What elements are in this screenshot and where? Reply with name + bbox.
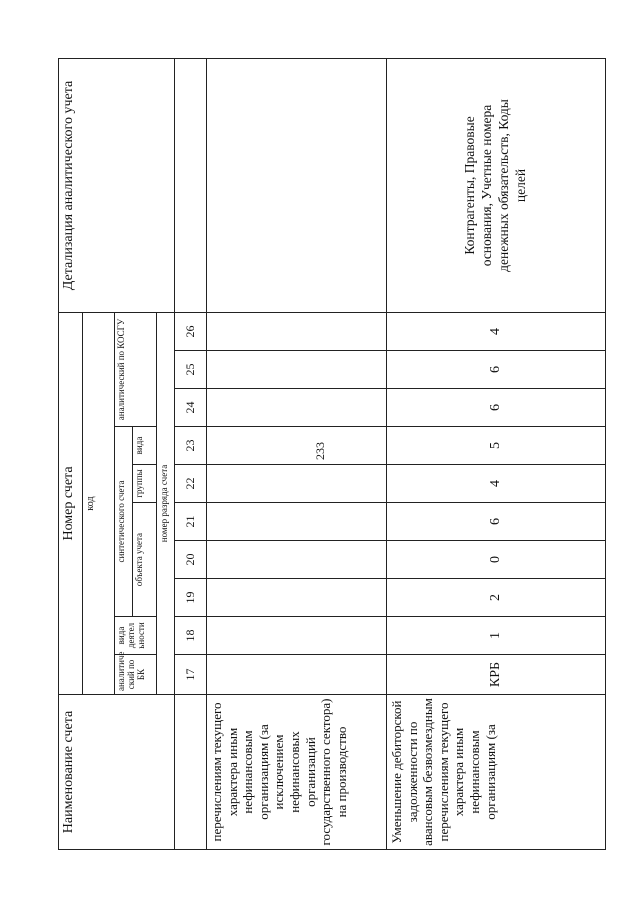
row-code-cell: [207, 465, 387, 503]
rotated-table-page: [58, 59, 606, 850]
row-account-name: перечислениям текущего характера иным нефинансовым организациям (за исключением нефинансовых организаций государственного сектора) на производство: [207, 695, 387, 850]
row-code-cell: [207, 503, 387, 541]
row-code-cell: [207, 312, 387, 350]
colnum-blank-detail: [175, 58, 207, 312]
row-code-cell: 4: [387, 312, 606, 350]
header-account-name: Наименование счета: [59, 695, 175, 850]
column-number: 22: [175, 465, 207, 503]
row-analytic-detail: Контрагенты, Правовые основания, Учетные номера денежных обязательств, Коды целей: [387, 58, 606, 312]
header-kind: вида: [133, 427, 157, 465]
header-analytic-bk: аналитиче ский по БК: [115, 655, 157, 695]
column-number: 17: [175, 655, 207, 695]
colnum-blank-name: [175, 695, 207, 850]
row-code-cell: 6: [387, 389, 606, 427]
column-number: 19: [175, 579, 207, 617]
table-row: [207, 58, 387, 849]
table-row: [387, 58, 606, 849]
row-code-cell: 6: [387, 503, 606, 541]
row-analytic-detail: [207, 58, 387, 312]
column-number: 25: [175, 351, 207, 389]
row-code-cell: [207, 617, 387, 655]
account-table: [58, 58, 606, 850]
row-code-cell: [207, 351, 387, 389]
header-analytic-detail: Детализация аналитического учета: [59, 58, 175, 312]
column-number: 26: [175, 312, 207, 350]
header-rank-number: номер разряда счета: [157, 312, 175, 694]
column-number: 24: [175, 389, 207, 427]
header-group: группы: [133, 465, 157, 503]
row-code-cell: 4: [387, 465, 606, 503]
header-analytic-kosgu: аналитический по КОСГУ: [115, 312, 157, 426]
row-code-cell: 5: [387, 427, 606, 465]
column-number: 20: [175, 541, 207, 579]
row-code-cell: 6: [387, 351, 606, 389]
column-number: 23: [175, 427, 207, 465]
column-number: 18: [175, 617, 207, 655]
row-code-cell: 0: [387, 541, 606, 579]
row-code-cell: КРБ: [387, 655, 606, 695]
row-code-cell: [207, 427, 387, 465]
column-number: 21: [175, 503, 207, 541]
header-accounting-object: объекта учета: [133, 503, 157, 617]
header-code: код: [83, 312, 115, 694]
row-code-cell: 1: [387, 617, 606, 655]
header-account-number: Номер счета: [59, 312, 83, 694]
row-account-name: Уменьшение дебиторской задолженности по авансовым безвозмездным перечислениям текущего характера иным нефинансовым организациям (за: [387, 695, 606, 850]
row-code-cell: [207, 389, 387, 427]
row-code-cell: [207, 541, 387, 579]
page-number: 233: [313, 442, 327, 460]
row-code-cell: 2: [387, 579, 606, 617]
row-code-cell: [207, 655, 387, 695]
row-code-cell: [207, 579, 387, 617]
header-activity-type: вида деятел ьности: [115, 617, 157, 655]
header-synthetic: синтетического счета: [115, 427, 133, 617]
